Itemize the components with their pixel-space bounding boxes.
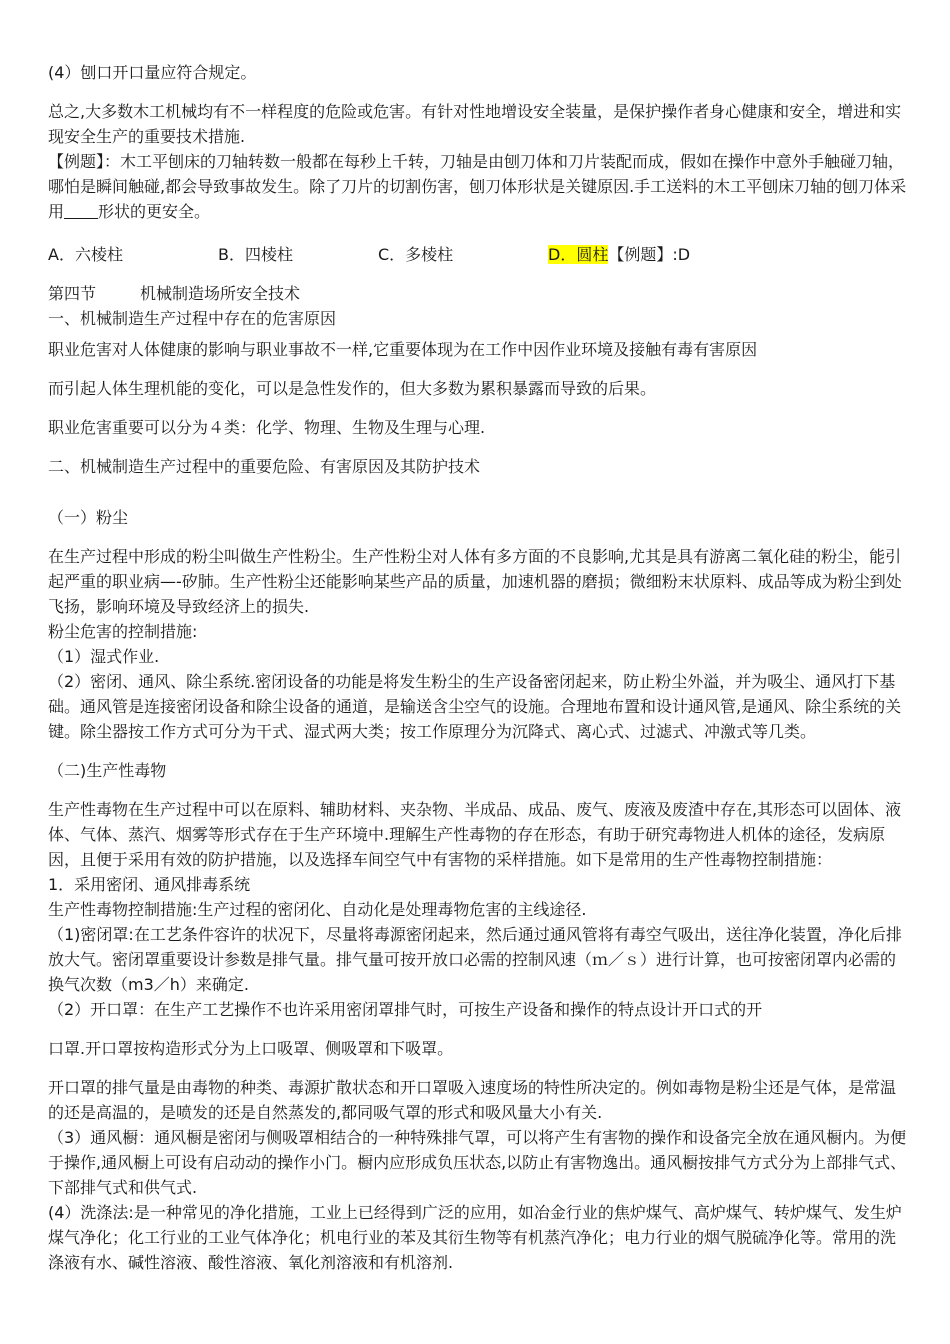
list-item: （3）通风橱：通风橱是密闭与侧吸罩相结合的一种特殊排气罩，可以将产生有害物的操作和设备完全放在通风橱内。为便于操作,通风橱上可设有启动动的操作小门。橱内应形成负压状态,以防止有害物逸出。通风橱按排气方式分为上部排气式、下部排气式和供气式. [48,1128,907,1197]
highlighted-answer: D．圆柱 [548,245,609,264]
list-item: (4）洗涤法:是一种常见的净化措施，工业上已经得到广泛的应用，如冶金行业的焦炉煤气、高炉煤气、转炉煤气、发生炉煤气净化；化工行业的工业气体净化；机电行业的苯及其衍生物等有机蒸汽净化；电力行业的烟气脱硫净化等。常用的洗涤液有水、碱性溶液、酸性溶液、氧化剂溶液和有机溶剂. [48,1203,902,1272]
document-page [48,60,908,1275]
option-d [548,242,690,267]
paragraph: 口罩.开口罩按构造形式分为上口吸罩、侧吸罩和下吸罩。 [48,1039,454,1058]
heading: （一）粉尘 [48,508,129,527]
heading: （二)生产性毒物 [48,761,167,780]
paragraph: 而引起人体生理机能的变化，可以是急性发作的，但大多数为累积暴露而导致的后果。 [48,379,657,398]
option-b: B．四棱柱 [218,245,293,264]
list-item: （1）湿式作业. [48,647,160,666]
answer-blank [64,202,98,219]
heading: 一、机械制造生产过程中存在的危害原因 [48,309,337,328]
list-item: （1)密闭罩:在工艺条件容许的状况下，尽量将毒源密闭起来，然后通过通风管将有毒空气吸出，送往净化装置，净化后排放大气。密闭罩重要设计参数是排气量。排气量可按开放口必需的控制风速（ｍ／ｓ）进行计算，也可按密闭罩内必需的换气次数（m3／h）来确定. [48,925,902,994]
option-c: C．多棱柱 [378,245,454,264]
paragraph: (4）刨口开口量应符合规定。 [48,63,257,82]
question-text: 形状的更安全。 [98,202,211,221]
option-a: A．六棱柱 [48,245,123,264]
answer-options [48,242,908,267]
paragraph: 在生产过程中形成的粉尘叫做生产性粉尘。生产性粉尘对人体有多方面的不良影响,尤其是具有游离二氧化硅的粉尘，能引起严重的职业病—-矽肺。生产性粉尘还能影响某些产品的质量，加速机器的磨损；微细粉末状原料、成品等成为粉尘到处飞扬，影响环境及导致经济上的损失. [48,547,902,616]
section-title: 机械制造场所安全技术 [140,284,301,303]
list-item: 1．采用密闭、通风排毒系统 [48,875,251,894]
question-text: 【例题】：木工平刨床的刀轴转数一般都在每秒上千转，刀轴是由刨刀体和刀片装配而成，假如在操作中意外手触碰刀轴，哪怕是瞬间触碰,都会导致事故发生。除了刀片的切割伤害，刨刀体形状是关键原因.手工送料的木工平刨床刀轴的刨刀体采用 [48,152,907,221]
paragraph: 总之,大多数木工机械均有不一样程度的危险或危害。有针对性地增设安全装量，是保护操作者身心健康和安全，增进和实现安全生产的重要技术措施. [48,102,902,146]
heading: 二、机械制造生产过程中的重要危险、有害原因及其防护技术 [48,457,481,476]
paragraph: 粉尘危害的控制措施: [48,622,198,641]
paragraph: 开口罩的排气量是由毒物的种类、毒源扩散状态和开口罩吸入速度场的特性所决定的。例如毒物是粉尘还是气体，是常温的还是高温的，是喷发的还是自然蒸发的,都同吸气罩的形式和吸风量大小有关. [48,1078,897,1122]
example-question [48,149,908,224]
paragraph: 职业危害对人体健康的影响与职业事故不一样,它重要体现为在工作中因作业环境及接触有毒有害原因 [48,340,758,359]
list-item: （2）开口罩：在生产工艺操作不也许采用密闭罩排气时，可按生产设备和操作的特点设计开口式的开 [48,1000,763,1019]
paragraph: 生产性毒物在生产过程中可以在原料、辅助材料、夹杂物、半成品、成品、废气、废液及废渣中存在,其形态可以固体、液体、气体、蒸汽、烟雾等形式存在于生产环境中.理解生产性毒物的存在形态，有助于研究毒物进人机体的途径，发病原因，且便于采用有效的防护措施，以及选择车间空气中有害物的采样措施。如下是常用的生产性毒物控制措施： [48,800,902,869]
answer-key: 【例题】:D [608,245,691,264]
paragraph: 生产性毒物控制措施:生产过程的密闭化、自动化是处理毒物危害的主线途径. [48,900,587,919]
paragraph: 职业危害重要可以分为４类：化学、物理、生物及生理与心理. [48,418,486,437]
list-item: （2）密闭、通风、除尘系统.密闭设备的功能是将发生粉尘的生产设备密闭起来，防止粉尘外溢，并为吸尘、通风打下基础。通风管是连接密闭设备和除尘设备的通道，是输送含尘空气的设施。合理地布置和设计通风管,是通风、除尘系统的关键。除尘器按工作方式可分为干式、湿式两大类；按工作原理分为沉降式、离心式、过滤式、冲激式等几类。 [48,672,902,741]
section-heading [48,281,908,306]
section-number: 第四节 [48,284,97,303]
